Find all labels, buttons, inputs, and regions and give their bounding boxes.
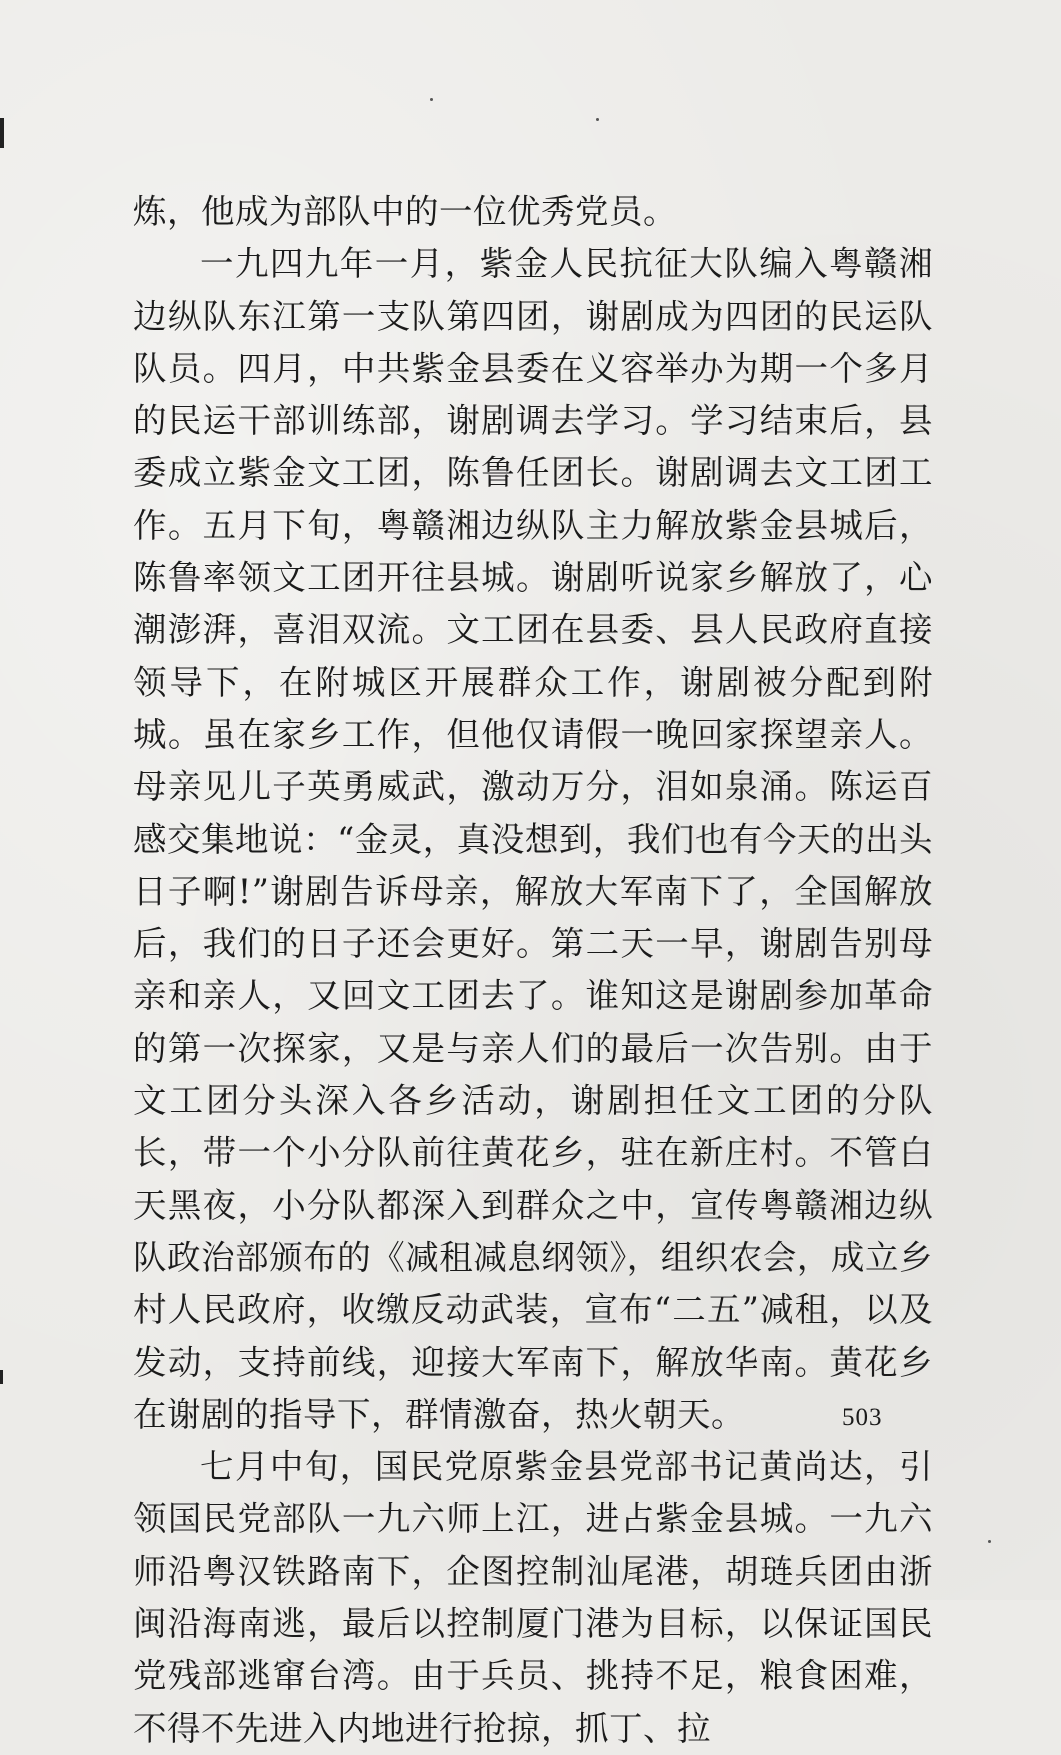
binding-edge-mark [0,1370,3,1384]
paragraph: 七月中旬，国民党原紫金县党部书记黄尚达，引领国民党部队一九六师上江，进占紫金县城。一九六师沿粤汉铁路南下，企图控制汕尾港，胡琏兵团由浙闽沿海南逃，最后以控制厦门港为目标，以保证国民党残部逃窜台湾。由于兵员、挑持不足，粮食困难，不得不先进入内地进行抢掠，抓丁、拉 [133,1447,933,1748]
paragraph: 一九四九年一月，紫金人民抗征大队编入粤赣湘边纵队东江第一支队第四团，谢剧成为四团的民运队队员。四月，中共紫金县委在义容举办为期一个多月的民运干部训练部，谢剧调去学习。学习结束后，县委成立紫金文工团，陈鲁任团长。谢剧调去文工团工作。五月下旬，粤赣湘边纵队主力解放紫金县城后，陈鲁率领文工团开往县城。谢剧听说家乡解放了，心潮澎湃，喜泪双流。文工团在县委、县人民政府直接领导下，在附城区开展群众工作，谢剧被分配到附城。虽在家乡工作，但他仅请假一晚回家探望亲人。母亲见儿子英勇威武，激动万分，泪如泉涌。陈运百感交集地说：“金灵，真没想到，我们也有今天的出头日子啊!”谢剧告诉母亲，解放大军南下了，全国解放后，我们的日子还会更好。第二天一早，谢剧告别母亲和亲人，又回文工团去了。谁知这是谢剧参加革命的第一次探家，又是与亲人们的最后一次告别。由于文工团分头深入各乡活动，谢剧担任文工团的分队长，带一个小分队前往黄花乡，驻在新庄村。不管白天黑夜，小分队都深入到群众之中，宣传粤赣湘边纵队政治部颁布的《减租减息纲领》，组织农会，成立乡村人民政府，收缴反动武装，宣布“二五”减租，以及发动，支持前线，迎接大军南下，解放华南。黄花乡在谢剧的指导下，群情激奋，热火朝天。 [133,244,933,1434]
binding-edge-mark [0,118,4,148]
body-text [133,186,933,1755]
page-number: 503 [842,1404,883,1431]
paragraph-continuation: 炼，他成为部队中的一位优秀党员。 [133,192,677,231]
paper-speck [596,118,599,121]
paper-speck [988,1540,991,1543]
paper-speck [430,98,433,101]
